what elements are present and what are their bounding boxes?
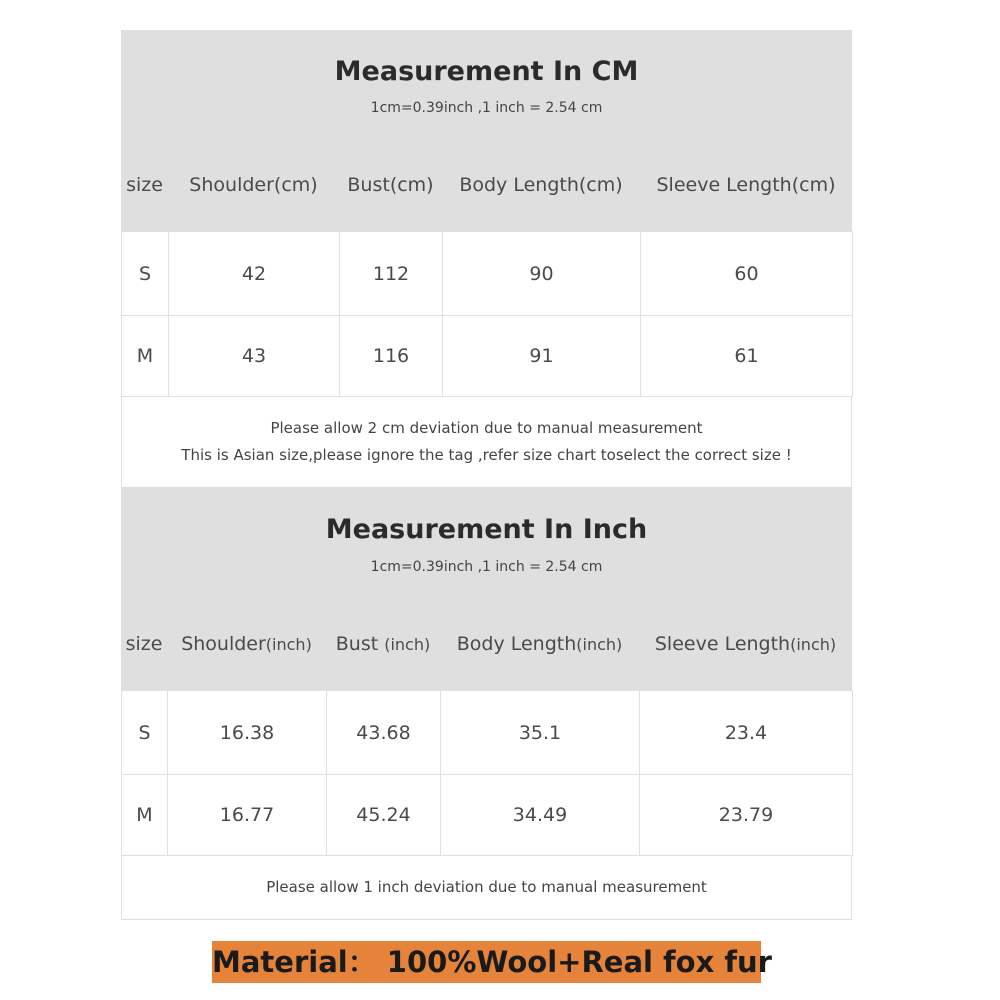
inch-header-sleeve-length [639, 633, 852, 655]
size-cell: S [122, 232, 169, 316]
inch-header-sleeve-length-unit: (inch) [790, 635, 837, 654]
inch-header-size-label: size [125, 633, 163, 655]
cm-notes [121, 396, 852, 488]
inch-header-body-length [440, 633, 639, 655]
sleeve-length-cell: 23.79 [640, 775, 853, 856]
cm-size-table [121, 231, 853, 397]
inch-header-bust-unit: (inch) [384, 635, 431, 654]
inch-header-shoulder-label: Shoulder [181, 633, 266, 655]
inch-chart-subtitle: 1cm=0.39inch ,1 inch = 2.54 cm [370, 559, 603, 575]
inch-chart-header [121, 488, 852, 690]
inch-header-shoulder [167, 633, 326, 655]
material-banner: Material： 100%Wool+Real fox fur [212, 941, 761, 983]
inch-header-body-length-label: Body Length [456, 633, 577, 655]
cm-note-deviation: Please allow 2 cm deviation due to manual measurement [270, 419, 703, 437]
cm-note-asian-size: This is Asian size,please ignore the tag ,refer size chart toselect the correct size ! [181, 446, 792, 464]
body-length-cell: 35.1 [441, 691, 640, 775]
inch-size-chart [121, 488, 852, 920]
cm-header-shoulder: Shoulder(cm) [189, 174, 318, 196]
cm-chart-title: Measurement In CM [334, 56, 639, 87]
size-cell: S [122, 691, 168, 775]
bust-cell: 45.24 [327, 775, 441, 856]
sleeve-length-cell: 23.4 [640, 691, 853, 775]
table-row [122, 775, 853, 856]
bust-cell: 116 [340, 316, 443, 397]
sleeve-length-cell: 61 [641, 316, 853, 397]
table-row [122, 691, 853, 775]
size-cell: M [122, 316, 169, 397]
cm-header-sleeve-length: Sleeve Length(cm) [656, 174, 836, 196]
inch-header-shoulder-unit: (inch) [265, 635, 312, 654]
inch-note-deviation: Please allow 1 inch deviation due to manual measurement [266, 878, 707, 896]
cm-size-chart [121, 30, 852, 488]
shoulder-cell: 16.38 [168, 691, 327, 775]
body-length-cell: 34.49 [441, 775, 640, 856]
bust-cell: 112 [340, 232, 443, 316]
body-length-cell: 91 [443, 316, 641, 397]
inch-notes [121, 855, 852, 920]
table-row [122, 316, 853, 397]
inch-header-sleeve-length-label: Sleeve Length [654, 633, 791, 655]
shoulder-cell: 42 [169, 232, 340, 316]
inch-header-bust [326, 633, 440, 655]
cm-chart-header [121, 30, 852, 231]
cm-header-size: size [126, 174, 163, 196]
inch-chart-title: Measurement In Inch [325, 514, 648, 545]
body-length-cell: 90 [443, 232, 641, 316]
sleeve-length-cell: 60 [641, 232, 853, 316]
shoulder-cell: 16.77 [168, 775, 327, 856]
shoulder-cell: 43 [169, 316, 340, 397]
cm-header-bust: Bust(cm) [347, 174, 434, 196]
inch-size-table [121, 690, 853, 856]
bust-cell: 43.68 [327, 691, 441, 775]
inch-header-bust-label: Bust [335, 633, 385, 655]
cm-header-body-length: Body Length(cm) [459, 174, 623, 196]
cm-chart-subtitle: 1cm=0.39inch ,1 inch = 2.54 cm [370, 100, 603, 116]
size-cell: M [122, 775, 168, 856]
inch-header-size [121, 633, 167, 655]
table-row [122, 232, 853, 316]
inch-header-body-length-unit: (inch) [576, 635, 623, 654]
